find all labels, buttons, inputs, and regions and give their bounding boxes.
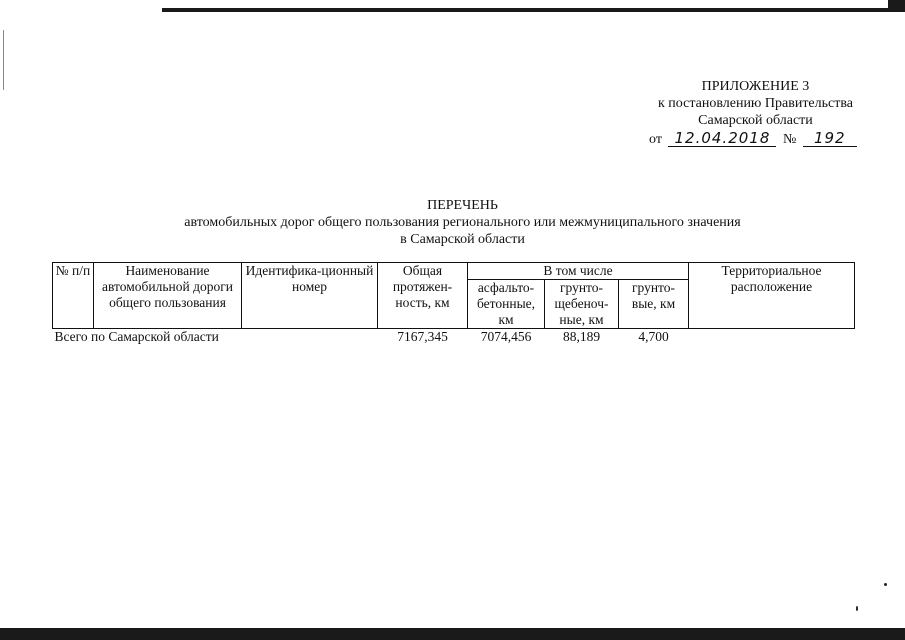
- scan-speck: [884, 583, 887, 586]
- attachment-title: ПРИЛОЖЕНИЕ 3: [701, 79, 810, 94]
- handwritten-number: 192: [803, 131, 857, 147]
- date-prefix: от: [649, 132, 662, 147]
- total-row-length: 7167,345: [397, 329, 448, 344]
- scan-edge-bottom: [0, 628, 905, 640]
- total-row-gravel: 88,189: [562, 329, 601, 344]
- header-num: № п/п: [53, 263, 94, 329]
- document-title: ПЕРЕЧЕНЬ: [427, 198, 498, 213]
- scan-speck: [856, 606, 858, 611]
- handwritten-date: 12.04.2018: [668, 131, 776, 147]
- number-prefix: №: [782, 132, 797, 147]
- scan-edge-top-corner: [888, 0, 905, 12]
- document-heading: [60, 197, 865, 248]
- header-dirt: грунто-вые, км: [619, 280, 689, 329]
- header-road-name: Наименование автомобильной дороги общего пользования: [94, 263, 242, 329]
- header-including: В том числе: [468, 263, 689, 280]
- scan-edge-top: [162, 8, 905, 12]
- document-subtitle: автомобильных дорог общего пользования регионального или межмуниципального значения: [184, 215, 741, 230]
- attachment-block: [658, 78, 853, 129]
- scan-edge-left: [3, 30, 4, 90]
- total-row-asphalt: 7074,456: [480, 329, 532, 344]
- header-total-length: Общая протяжен-ность, км: [378, 263, 468, 329]
- header-identification-number: Идентифика-ционный номер: [242, 263, 378, 329]
- total-row-label: Всего по Самарской области: [54, 329, 219, 344]
- attachment-resolution: к постановлению Правительства: [657, 96, 853, 111]
- header-gravel: грунто-щебеноч-ные, км: [545, 280, 619, 329]
- header-territorial-location: Территориальное расположение: [689, 263, 855, 329]
- resolution-date-number: [646, 131, 857, 148]
- total-row-location: [689, 329, 855, 346]
- header-asphalt: асфальто-бетонные, км: [468, 280, 545, 329]
- table-row-total: [53, 329, 855, 346]
- total-row-dirt: 4,700: [638, 329, 669, 344]
- document-subtitle-region: в Самарской области: [400, 232, 525, 247]
- roads-table: [52, 262, 855, 345]
- attachment-region: Самарской области: [698, 113, 813, 128]
